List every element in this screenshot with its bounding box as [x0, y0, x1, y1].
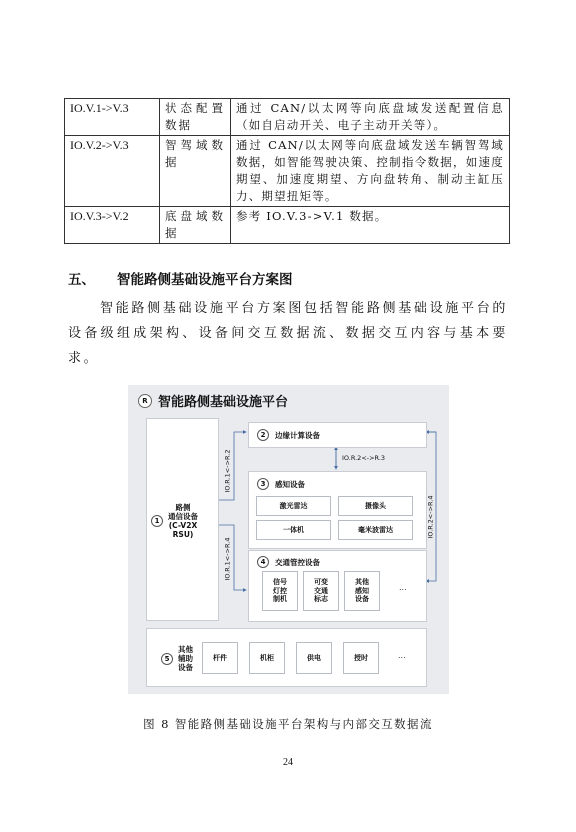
variable-sign-tile	[303, 571, 339, 611]
tile-line: 设备	[355, 595, 369, 604]
table-cell-desc: 参考 IO.V.3->V.1 数据。	[231, 207, 510, 244]
perception-label: 感知设备	[275, 479, 305, 489]
table-row	[65, 136, 510, 207]
aux-label-line: 其他	[178, 645, 193, 654]
table-row	[65, 99, 510, 136]
aux-label-line: 设备	[178, 663, 193, 672]
table-cell-id: IO.V.1->V.3	[65, 99, 160, 136]
tile-line: 其他	[355, 578, 369, 587]
aux-number-icon: 5	[161, 653, 173, 665]
all-in-one-tile: 一体机	[256, 520, 331, 540]
figure-title-text: 智能路侧基础设施平台	[158, 395, 289, 410]
mmwave-radar-tile: 毫米波雷达	[338, 520, 413, 540]
edge-number-icon: 2	[257, 429, 269, 441]
section-title: 智能路侧基础设施平台方案图	[117, 272, 293, 288]
table-cell-desc: 通过 CAN/以太网等向底盘域发送配置信息（如自启动开关、电子主动开关等）。	[231, 99, 510, 136]
traffic-more: ...	[399, 583, 407, 592]
table-row	[65, 207, 510, 244]
tile-line: 灯控	[273, 586, 287, 595]
tile-line: 交通	[314, 586, 328, 595]
tile-line: 可变	[314, 578, 328, 587]
table-cell-id: IO.V.3->V.2	[65, 207, 160, 244]
pole-tile: 杆件	[202, 642, 238, 674]
table-cell-type: 智驾域数据	[160, 136, 231, 207]
body-paragraph: 智能路侧基础设施平台方案图包括智能路侧基础设施平台的设备级组成架构、设备间交互数据流、数据交互内容与基本要求。	[68, 301, 508, 366]
table-cell-type: 底盘域数据	[160, 207, 231, 244]
other-sensing-tile	[344, 571, 380, 611]
aux-label-line: 辅助	[178, 654, 193, 663]
traffic-label: 交通管控设备	[275, 557, 320, 567]
power-tile: 供电	[296, 642, 332, 674]
table-cell-id: IO.V.2->V.3	[65, 136, 160, 207]
rsu-label-line: 路侧	[175, 503, 191, 512]
tile-line: 标志	[314, 595, 328, 604]
perception-number-icon: 3	[257, 478, 269, 490]
figure-caption: 图 8 智能路侧基础设施平台架构与内部交互数据流	[143, 717, 433, 731]
flow-label-r1r4: IO.R.1<->R.4	[223, 537, 232, 581]
tile-line: 信号	[273, 578, 287, 587]
lidar-tile: 激光雷达	[256, 496, 331, 516]
flow-label-r1r2: IO.R.1<->R.2	[223, 449, 232, 493]
camera-tile: 摄像头	[338, 496, 413, 516]
architecture-figure	[128, 385, 449, 694]
traffic-number-icon: 4	[257, 556, 269, 568]
section-heading	[68, 268, 293, 288]
aux-devices-box	[146, 628, 427, 687]
section-number: 五、	[68, 272, 95, 288]
platform-badge-icon: R	[138, 394, 152, 408]
table-cell-desc: 通过 CAN/以太网等向底盘域发送车辆智驾域数据，如智能驾驶决策、控制指令数据，如速度期望、加速度期望、方向盘转角、制动主缸压力、期望扭矩等。	[231, 136, 510, 207]
rsu-device-box	[146, 418, 219, 621]
flow-label-r2r3: IO.R.2<->R.3	[342, 454, 386, 462]
timing-tile: 授时	[343, 642, 379, 674]
edge-label: 边缘计算设备	[275, 430, 320, 440]
edge-compute-box	[248, 422, 427, 448]
signal-controller-tile	[262, 571, 298, 611]
table-cell-type: 状态配置数据	[160, 99, 231, 136]
rsu-label-line: (C-V2X	[168, 521, 198, 530]
cabinet-tile: 机柜	[249, 642, 285, 674]
rsu-label-line: 通信设备	[168, 512, 198, 521]
aux-more: ...	[398, 651, 406, 660]
io-data-table	[64, 98, 510, 244]
rsu-number-icon: 1	[151, 515, 163, 527]
page-number: 24	[283, 757, 293, 768]
rsu-label-line: RSU)	[172, 530, 194, 539]
tile-line: 感知	[355, 586, 369, 595]
flow-label-r2r4: IO.R.2<->R.4	[426, 495, 435, 539]
tile-line: 制机	[273, 595, 287, 604]
